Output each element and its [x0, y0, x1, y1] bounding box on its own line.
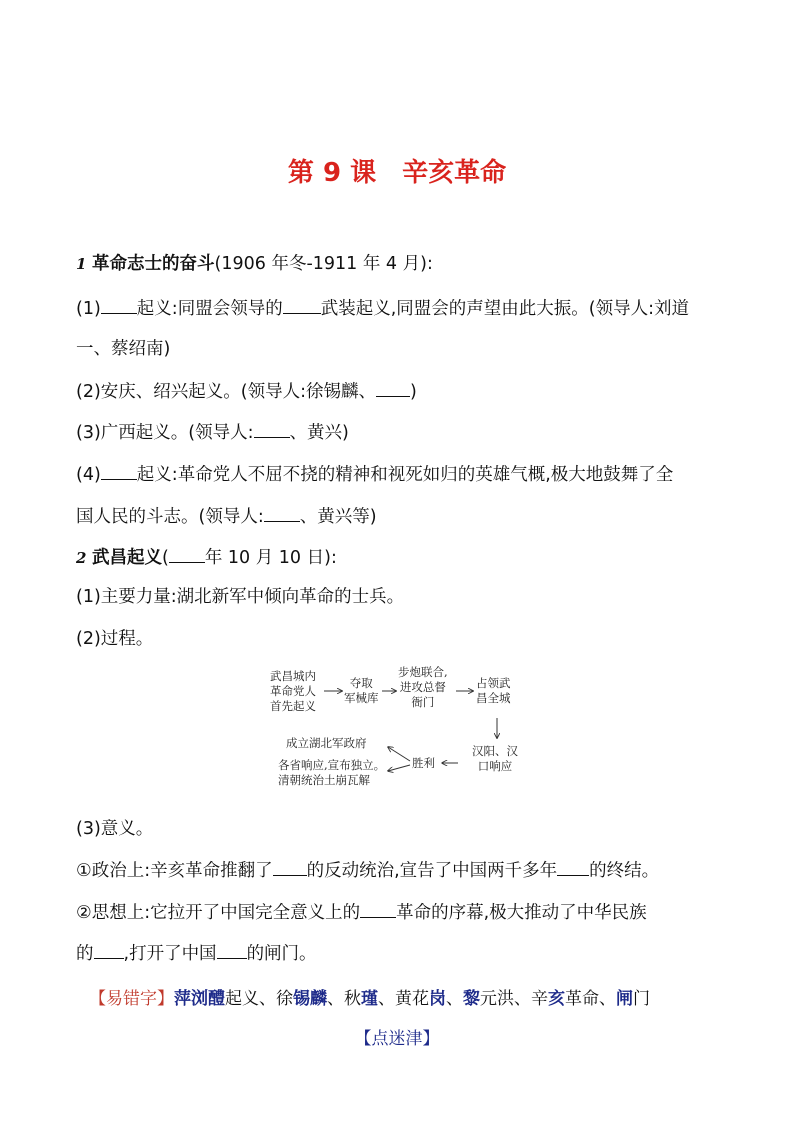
arrow-6 — [388, 747, 410, 761]
blank — [283, 295, 321, 314]
blank — [254, 419, 290, 438]
blank — [376, 378, 410, 397]
s1-item3: (3)广西起义。(领导人: 、黄兴) — [76, 419, 349, 445]
s2-item1: (1)主要力量:湖北新军中倾向革命的士兵。 — [76, 587, 405, 607]
flow-node-attack: 步炮联合, 进攻总督 衙门 — [398, 665, 448, 709]
blank — [557, 857, 589, 876]
lesson-name: 辛亥革命 — [402, 158, 507, 188]
flow-node-hanyang: 汉阳、汉 口响应 — [472, 744, 518, 773]
error-label: 【易错字】 — [89, 989, 174, 1009]
flow-node-start: 武昌城内 革命党人 首先起义 — [270, 669, 316, 713]
blank — [94, 940, 124, 959]
section2-number: 2 — [76, 549, 87, 567]
blank — [360, 899, 396, 918]
flow-node-results: 成立湖北军政府 各省响应,宣布独立。 清朝统治土崩瓦解 — [278, 736, 386, 787]
blank — [101, 295, 137, 314]
s1-item4-line1: (4) 起义:革命党人不屈不挠的精神和视死如归的英雄气概,极大地鼓舞了全 — [76, 461, 673, 487]
s1-item4-line2: 国人民的斗志。(领导人: 、黄兴等) — [76, 503, 377, 529]
page-title — [0, 152, 794, 189]
blank — [217, 940, 247, 959]
section1-heading — [76, 252, 433, 276]
flow-node-victory: 胜利 — [412, 756, 435, 770]
blank — [169, 544, 205, 563]
flow-node-armory: 夺取 军械库 — [344, 676, 379, 705]
blank — [264, 503, 300, 522]
section1-title: 革命志士的奋斗 — [92, 254, 215, 274]
tip-heading: 【点迷津】 — [354, 1029, 440, 1049]
section1-period: (1906 年冬-1911 年 4 月): — [214, 254, 433, 274]
lesson-number: 第 9 课 — [287, 158, 377, 188]
s1-item1-line2: 一、蔡绍南) — [76, 339, 171, 359]
section2-title: 武昌起义 — [92, 548, 163, 568]
flow-node-occupy: 占领武 昌全城 — [476, 676, 511, 705]
error-prone-words: 【易错字】萍浏醴起义、徐锡麟、秋瑾、黄花岗、黎元洪、辛亥革命、闸门 — [89, 989, 650, 1009]
s2-ideological-line1: ②思想上:它拉开了中国完全意义上的 革命的序幕,极大推动了中华民族 — [76, 899, 647, 925]
section2-heading: 2 武昌起义( 年 10 月 10 日): — [76, 544, 337, 570]
section1-number: 1 — [76, 255, 87, 273]
s2-ideological-line2: 的 ,打开了中国 的闸门。 — [76, 940, 317, 966]
arrow-7 — [388, 765, 410, 771]
blank — [273, 857, 307, 876]
s2-political: ①政治上:辛亥革命推翻了 的反动统治,宣告了中国两千多年 的终结。 — [76, 857, 659, 883]
uprising-process-diagram — [270, 660, 530, 800]
s1-item1-line1: (1) 起义:同盟会领导的 武装起义,同盟会的声望由此大振。(领导人:刘道 — [76, 295, 689, 321]
blank — [101, 461, 137, 480]
s1-item2: (2)安庆、绍兴起义。(领导人:徐锡麟、 ) — [76, 378, 417, 404]
s2-item2: (2)过程。 — [76, 629, 154, 649]
s2-item3: (3)意义。 — [76, 819, 154, 839]
